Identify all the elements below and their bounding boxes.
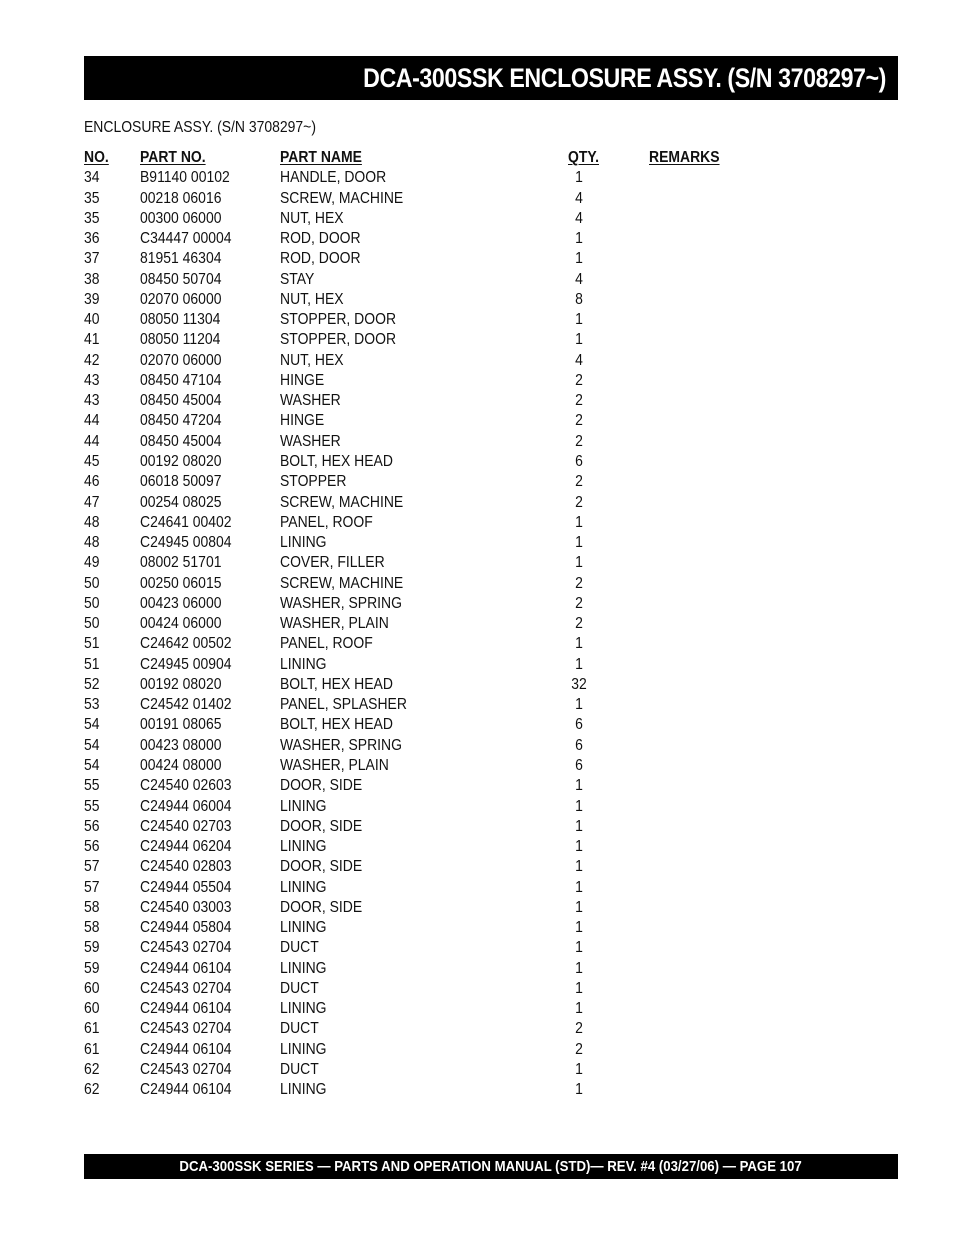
cell-no: 51 xyxy=(84,635,100,653)
cell-qty: 4 xyxy=(575,351,583,369)
table-row xyxy=(84,533,784,553)
cell-part-no: C24641 00402 xyxy=(140,513,232,531)
cell-no: 48 xyxy=(84,534,100,552)
cell-part-name: LINING xyxy=(280,1000,327,1018)
table-row xyxy=(84,736,784,756)
cell-qty: 1 xyxy=(575,554,583,572)
table-row xyxy=(84,776,784,796)
table-row xyxy=(84,249,784,269)
cell-no: 54 xyxy=(84,716,100,734)
cell-part-name: SCREW, MACHINE xyxy=(280,189,404,207)
cell-part-no: C24944 06204 xyxy=(140,838,232,856)
cell-no: 59 xyxy=(84,959,100,977)
column-header-no: NO. xyxy=(84,149,109,166)
cell-qty: 6 xyxy=(575,736,583,754)
cell-part-name: DUCT xyxy=(280,1020,319,1038)
cell-qty: 2 xyxy=(575,412,583,430)
table-row xyxy=(84,675,784,695)
cell-part-no: 08450 47204 xyxy=(140,412,222,430)
cell-part-name: LINING xyxy=(280,534,327,552)
table-row xyxy=(84,351,784,371)
table-row xyxy=(84,857,784,877)
cell-part-no: 06018 50097 xyxy=(140,473,222,491)
table-row xyxy=(84,1040,784,1060)
cell-no: 54 xyxy=(84,736,100,754)
cell-part-name: PANEL, ROOF xyxy=(280,513,373,531)
cell-no: 62 xyxy=(84,1081,100,1099)
cell-part-name: WASHER, PLAIN xyxy=(280,756,389,774)
cell-part-name: WASHER, SPRING xyxy=(280,736,402,754)
cell-part-no: B91140 00102 xyxy=(140,169,230,187)
cell-part-no: C24540 02803 xyxy=(140,858,232,876)
cell-qty: 4 xyxy=(575,270,583,288)
table-row xyxy=(84,493,784,513)
cell-qty: 1 xyxy=(575,817,583,835)
table-row xyxy=(84,472,784,492)
table-row xyxy=(84,959,784,979)
table-row xyxy=(84,695,784,715)
cell-no: 34 xyxy=(84,169,100,187)
cell-part-no: 08050 11204 xyxy=(140,331,221,349)
cell-qty: 1 xyxy=(575,1081,583,1099)
cell-part-name: BOLT, HEX HEAD xyxy=(280,675,393,693)
cell-part-no: C24945 00804 xyxy=(140,534,232,552)
table-row xyxy=(84,898,784,918)
cell-part-name: STOPPER xyxy=(280,473,347,491)
cell-no: 61 xyxy=(84,1040,100,1058)
cell-qty: 2 xyxy=(575,432,583,450)
cell-part-no: C24944 06104 xyxy=(140,1040,232,1058)
cell-qty: 2 xyxy=(575,371,583,389)
cell-part-no: C24543 02704 xyxy=(140,979,232,997)
cell-part-name: LINING xyxy=(280,797,327,815)
cell-no: 44 xyxy=(84,432,100,450)
cell-no: 43 xyxy=(84,392,100,410)
cell-qty: 1 xyxy=(575,919,583,937)
cell-part-name: DOOR, SIDE xyxy=(280,858,363,876)
cell-qty: 1 xyxy=(575,534,583,552)
cell-no: 62 xyxy=(84,1060,100,1078)
cell-part-no: C24642 00502 xyxy=(140,635,232,653)
table-row xyxy=(84,837,784,857)
cell-qty: 1 xyxy=(575,939,583,957)
cell-part-name: LINING xyxy=(280,1040,327,1058)
cell-part-name: DOOR, SIDE xyxy=(280,777,363,795)
cell-part-no: C24944 05804 xyxy=(140,919,232,937)
cell-no: 45 xyxy=(84,452,100,470)
cell-part-name: STAY xyxy=(280,270,315,288)
cell-part-name: ROD, DOOR xyxy=(280,230,361,248)
table-row xyxy=(84,270,784,290)
table-row xyxy=(84,189,784,209)
cell-no: 60 xyxy=(84,979,100,997)
cell-part-no: C24540 02703 xyxy=(140,817,232,835)
table-row xyxy=(84,310,784,330)
column-header-part-no: PART NO. xyxy=(140,149,206,166)
cell-part-no: 81951 46304 xyxy=(140,250,222,268)
column-header-remarks: REMARKS xyxy=(649,149,720,166)
table-row xyxy=(84,209,784,229)
cell-no: 57 xyxy=(84,878,100,896)
column-header-qty: QTY. xyxy=(568,149,600,166)
table-body xyxy=(84,168,784,1100)
table-row xyxy=(84,999,784,1019)
cell-part-name: NUT, HEX xyxy=(280,209,344,227)
cell-no: 55 xyxy=(84,777,100,795)
cell-no: 46 xyxy=(84,473,100,491)
cell-part-name: SCREW, MACHINE xyxy=(280,493,404,511)
table-row xyxy=(84,1080,784,1100)
cell-qty: 2 xyxy=(575,615,583,633)
page-footer-bar xyxy=(84,1154,898,1179)
cell-part-no: 08450 45004 xyxy=(140,392,222,410)
table-row xyxy=(84,655,784,675)
cell-qty: 2 xyxy=(575,473,583,491)
cell-part-name: DOOR, SIDE xyxy=(280,898,363,916)
cell-part-name: LINING xyxy=(280,919,327,937)
cell-no: 53 xyxy=(84,696,100,714)
table-row xyxy=(84,918,784,938)
cell-part-name: NUT, HEX xyxy=(280,351,344,369)
cell-qty: 1 xyxy=(575,331,583,349)
table-row xyxy=(84,330,784,350)
cell-qty: 4 xyxy=(575,189,583,207)
cell-qty: 1 xyxy=(575,655,583,673)
table-row xyxy=(84,938,784,958)
cell-part-no: C24542 01402 xyxy=(140,696,232,714)
table-row xyxy=(84,797,784,817)
cell-part-name: STOPPER, DOOR xyxy=(280,311,397,329)
cell-qty: 2 xyxy=(575,594,583,612)
page-title-bar xyxy=(84,56,898,100)
table-row xyxy=(84,634,784,654)
cell-no: 54 xyxy=(84,756,100,774)
cell-part-no: 00218 06016 xyxy=(140,189,222,207)
cell-part-no: 00191 08065 xyxy=(140,716,222,734)
cell-part-name: ROD, DOOR xyxy=(280,250,361,268)
cell-qty: 1 xyxy=(575,169,583,187)
cell-part-no: C24543 02704 xyxy=(140,939,232,957)
cell-part-name: WASHER xyxy=(280,432,341,450)
cell-no: 36 xyxy=(84,230,100,248)
cell-part-no: C24944 06104 xyxy=(140,1000,232,1018)
cell-part-no: C24944 06104 xyxy=(140,959,232,977)
cell-part-no: 00250 06015 xyxy=(140,574,222,592)
cell-part-no: C24944 05504 xyxy=(140,878,232,896)
table-row xyxy=(84,817,784,837)
cell-no: 55 xyxy=(84,797,100,815)
table-row xyxy=(84,979,784,999)
cell-no: 42 xyxy=(84,351,100,369)
cell-qty: 1 xyxy=(575,1000,583,1018)
table-row xyxy=(84,715,784,735)
page-footer: DCA-300SSK SERIES — PARTS AND OPERATION MANUAL (STD)— REV. #4 (03/27/06) — PAGE 107 xyxy=(179,1158,803,1175)
cell-part-no: C24945 00904 xyxy=(140,655,232,673)
cell-part-name: DUCT xyxy=(280,979,319,997)
cell-no: 41 xyxy=(84,331,100,349)
cell-qty: 1 xyxy=(575,635,583,653)
table-row xyxy=(84,878,784,898)
cell-qty: 1 xyxy=(575,230,583,248)
cell-qty: 1 xyxy=(575,898,583,916)
cell-part-name: LINING xyxy=(280,959,327,977)
cell-no: 56 xyxy=(84,838,100,856)
cell-part-name: DUCT xyxy=(280,1060,319,1078)
cell-part-no: C24540 02603 xyxy=(140,777,232,795)
cell-part-name: WASHER, PLAIN xyxy=(280,615,389,633)
cell-qty: 1 xyxy=(575,1060,583,1078)
cell-part-no: 08450 47104 xyxy=(140,371,222,389)
cell-qty: 1 xyxy=(575,513,583,531)
cell-qty: 6 xyxy=(575,756,583,774)
cell-part-name: COVER, FILLER xyxy=(280,554,385,572)
cell-qty: 1 xyxy=(575,250,583,268)
cell-part-no: 00192 08020 xyxy=(140,452,222,470)
cell-part-no: 02070 06000 xyxy=(140,290,222,308)
cell-part-name: SCREW, MACHINE xyxy=(280,574,404,592)
cell-qty: 2 xyxy=(575,392,583,410)
page-title: DCA-300SSK ENCLOSURE ASSY. (S/N 3708297~) xyxy=(363,62,886,93)
cell-part-name: HINGE xyxy=(280,371,325,389)
cell-part-no: 08050 11304 xyxy=(140,311,221,329)
cell-part-name: BOLT, HEX HEAD xyxy=(280,716,393,734)
cell-qty: 1 xyxy=(575,858,583,876)
table-row xyxy=(84,1019,784,1039)
cell-qty: 2 xyxy=(575,574,583,592)
cell-qty: 32 xyxy=(571,675,587,693)
cell-qty: 1 xyxy=(575,838,583,856)
cell-no: 48 xyxy=(84,513,100,531)
cell-part-no: C34447 00004 xyxy=(140,230,232,248)
cell-part-no: C24543 02704 xyxy=(140,1060,232,1078)
table-row xyxy=(84,614,784,634)
cell-no: 50 xyxy=(84,574,100,592)
cell-qty: 2 xyxy=(575,1020,583,1038)
cell-part-name: STOPPER, DOOR xyxy=(280,331,397,349)
table-row xyxy=(84,229,784,249)
cell-no: 39 xyxy=(84,290,100,308)
cell-part-name: NUT, HEX xyxy=(280,290,344,308)
cell-no: 35 xyxy=(84,189,100,207)
cell-no: 38 xyxy=(84,270,100,288)
cell-no: 60 xyxy=(84,1000,100,1018)
cell-part-name: LINING xyxy=(280,878,327,896)
cell-part-no: 00423 06000 xyxy=(140,594,222,612)
cell-no: 35 xyxy=(84,209,100,227)
cell-part-no: C24540 03003 xyxy=(140,898,232,916)
table-row xyxy=(84,574,784,594)
cell-no: 47 xyxy=(84,493,100,511)
cell-part-no: 08450 50704 xyxy=(140,270,222,288)
cell-part-no: C24944 06004 xyxy=(140,797,232,815)
cell-part-no: C24944 06104 xyxy=(140,1081,232,1099)
cell-part-name: HANDLE, DOOR xyxy=(280,169,387,187)
cell-part-no: 00192 08020 xyxy=(140,675,222,693)
table-header-row xyxy=(84,148,784,168)
table-row xyxy=(84,553,784,573)
cell-part-no: C24543 02704 xyxy=(140,1020,232,1038)
cell-part-no: 00254 08025 xyxy=(140,493,222,511)
cell-part-name: DOOR, SIDE xyxy=(280,817,363,835)
cell-no: 40 xyxy=(84,311,100,329)
cell-no: 52 xyxy=(84,675,100,693)
cell-no: 43 xyxy=(84,371,100,389)
cell-no: 61 xyxy=(84,1020,100,1038)
cell-no: 58 xyxy=(84,919,100,937)
cell-no: 56 xyxy=(84,817,100,835)
cell-qty: 1 xyxy=(575,696,583,714)
cell-qty: 6 xyxy=(575,716,583,734)
section-heading: ENCLOSURE ASSY. (S/N 3708297~) xyxy=(84,119,316,136)
cell-part-name: LINING xyxy=(280,1081,327,1099)
cell-part-name: WASHER, SPRING xyxy=(280,594,402,612)
table-row xyxy=(84,756,784,776)
cell-qty: 1 xyxy=(575,878,583,896)
cell-qty: 1 xyxy=(575,979,583,997)
table-row xyxy=(84,452,784,472)
cell-no: 44 xyxy=(84,412,100,430)
table-row xyxy=(84,594,784,614)
cell-part-name: PANEL, SPLASHER xyxy=(280,696,407,714)
table-row xyxy=(84,391,784,411)
table-row xyxy=(84,411,784,431)
table-row xyxy=(84,1060,784,1080)
cell-qty: 1 xyxy=(575,797,583,815)
cell-qty: 1 xyxy=(575,311,583,329)
table-row xyxy=(84,432,784,452)
table-row xyxy=(84,513,784,533)
table-row xyxy=(84,168,784,188)
cell-part-no: 08450 45004 xyxy=(140,432,222,450)
cell-no: 50 xyxy=(84,615,100,633)
cell-part-name: BOLT, HEX HEAD xyxy=(280,452,393,470)
cell-qty: 4 xyxy=(575,209,583,227)
cell-qty: 1 xyxy=(575,777,583,795)
cell-part-no: 02070 06000 xyxy=(140,351,222,369)
cell-part-no: 00423 08000 xyxy=(140,736,222,754)
cell-part-no: 08002 51701 xyxy=(140,554,222,572)
column-header-part-name: PART NAME xyxy=(280,149,362,166)
cell-qty: 8 xyxy=(575,290,583,308)
cell-part-no: 00424 06000 xyxy=(140,615,222,633)
cell-part-no: 00424 08000 xyxy=(140,756,222,774)
cell-qty: 2 xyxy=(575,493,583,511)
cell-part-name: DUCT xyxy=(280,939,319,957)
cell-no: 37 xyxy=(84,250,100,268)
cell-no: 49 xyxy=(84,554,100,572)
cell-qty: 6 xyxy=(575,452,583,470)
cell-part-name: LINING xyxy=(280,655,327,673)
cell-part-no: 00300 06000 xyxy=(140,209,222,227)
cell-part-name: PANEL, ROOF xyxy=(280,635,373,653)
cell-qty: 2 xyxy=(575,1040,583,1058)
cell-part-name: HINGE xyxy=(280,412,325,430)
cell-no: 51 xyxy=(84,655,100,673)
cell-no: 50 xyxy=(84,594,100,612)
cell-qty: 1 xyxy=(575,959,583,977)
cell-no: 59 xyxy=(84,939,100,957)
table-row xyxy=(84,290,784,310)
parts-table xyxy=(84,148,784,1100)
cell-part-name: WASHER xyxy=(280,392,341,410)
cell-part-name: LINING xyxy=(280,838,327,856)
cell-no: 58 xyxy=(84,898,100,916)
cell-no: 57 xyxy=(84,858,100,876)
table-row xyxy=(84,371,784,391)
